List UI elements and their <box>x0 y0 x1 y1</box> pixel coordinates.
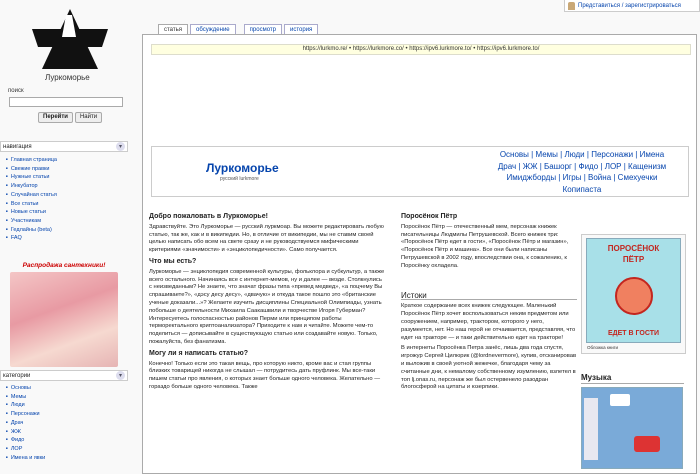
tab-history[interactable]: история <box>284 24 318 35</box>
chevron-down-icon[interactable]: ▾ <box>116 371 125 380</box>
featured-text: Поросёнок Пётр — отечественный мем, персонаж книжек писательницы Людмилы Петрушевской. Всего книжек три: «Поросёнок Пётр едет в гости», «Поросёнок Пётр и магазин», «Поросёнок Пётр и машина». Все они были написаны Петрушевской в 2002 году, впоследствии она, к сожалению, к Поросёнку охладела. <box>401 223 569 269</box>
topic-link[interactable]: Имена <box>639 150 665 159</box>
search-input[interactable] <box>9 97 123 107</box>
nav-item[interactable]: ■ Главная страница <box>6 156 57 165</box>
category-item[interactable]: ■ Мемы <box>6 393 45 402</box>
cover-caption: Обложка книги <box>587 345 618 350</box>
cover-title-1: ПОРОСЁНОК <box>607 244 660 253</box>
history-paragraph: Краткое содержание всех книжек следующее. Маленький Поросёнок Пётр хочет воспользоваться неким предметом или сооружением, например, трактором, которого у него, разумеется, нет. Но наш герой не отчаивается, представляя, что едет на тракторе — и таки действительно едет на тракторе! <box>401 303 576 341</box>
topic-link[interactable]: Драч <box>497 161 517 171</box>
nav-item[interactable]: ■ Все статьи <box>6 200 57 209</box>
categories-list <box>6 384 45 462</box>
search-label: поиск <box>8 88 24 94</box>
topic-link[interactable]: Люди <box>564 150 585 159</box>
topic-link[interactable]: Мемы <box>535 150 558 159</box>
search-box <box>6 88 126 123</box>
category-item[interactable]: ■ ЖЖ <box>6 428 45 437</box>
welcome-paragraph: Конечно! Только если это такая вещь, про которую никто, кроме вас и стая группы близких товарищей никогда не слышал — потрудитесь дать пруфлинк. Мы все-таки пишем статьи про явления, о которых знает больше одного человека. Желательно — гораздо больше одного человека. Также <box>149 360 381 390</box>
book-cover[interactable] <box>586 238 681 343</box>
music-title: Музыка <box>581 373 684 384</box>
login-link[interactable]: Представиться / зарегистрироваться <box>578 2 681 9</box>
category-item[interactable]: ■ Драч <box>6 419 45 428</box>
category-item[interactable]: ■ Люди <box>6 401 45 410</box>
topic-link[interactable]: ЛОР <box>604 161 622 171</box>
category-item[interactable]: ■ Основы <box>6 384 45 393</box>
tractor-illustration <box>634 436 660 452</box>
category-item[interactable]: ■ ЛОР <box>6 445 45 454</box>
tab-discussion[interactable]: обсуждение <box>190 24 236 35</box>
tab-article[interactable]: статья <box>158 24 188 35</box>
navigation-list <box>6 156 57 243</box>
topic-link[interactable]: Персонажи <box>591 150 634 159</box>
welcome-paragraph: Луркоморье — энциклопедия современной культуры, фольклора и субкультур, а также всего остального. Начинаясь все с интернет-мемов, ну и далее — везде. Столкнулись с неизведанным? Не знаете, что значат фразы типа «превед медвед», «а поцчему Вы спрашиваете?», «дэсу десу десу», «двачую» и откуда такое пошло это «британские ученые доказали...»? Желаете изучить дисциплины Специальной Олимпиады, узнать побольше о деятельности Михаила Саакашвили и творчестве Игоря Губерман? Интересуетесь голоспасностью районов Перми или принципом работы терморектального криптоанализатора? Приходите к нам и читайте. Можете чем-то поделиться — дописывайте в существующую статью или создавайте новую. Только, пожалуйста, без фанатизма. <box>149 268 385 345</box>
nav-item[interactable]: ■ FAQ <box>6 234 57 243</box>
player-control[interactable] <box>610 394 630 406</box>
category-item[interactable]: ■ Имена и явки <box>6 454 45 463</box>
topic-link[interactable]: Фидо <box>578 161 599 171</box>
topic-link[interactable]: Основы <box>499 150 529 159</box>
cover-title-3: ЕДЕТ В ГОСТИ <box>607 330 660 337</box>
categories-header[interactable] <box>0 370 128 381</box>
music-video-thumbnail[interactable] <box>581 387 683 469</box>
personal-tools[interactable] <box>564 0 700 12</box>
topic-link[interactable]: ЖЖ <box>522 161 538 171</box>
user-icon <box>568 2 575 10</box>
category-item[interactable]: ■ Персонажи <box>6 410 45 419</box>
topic-link[interactable]: Игры <box>562 173 582 182</box>
pig-illustration <box>615 277 653 315</box>
go-button[interactable]: Перейти <box>38 112 73 123</box>
content-area <box>142 34 697 474</box>
playlist-panel[interactable] <box>584 398 598 460</box>
history-title: Истоки <box>401 292 577 301</box>
topic-link[interactable]: Смехуечки <box>617 173 658 182</box>
site-logo-text: Луркоморье <box>45 73 90 82</box>
chevron-down-icon[interactable]: ▾ <box>116 142 125 151</box>
tab-view[interactable]: просмотр <box>244 24 282 35</box>
welcome-paragraph: Здравствуйте. Это Луркоморье — русский луркмоар. Вы можете редактировать любую статью, так же, как и в википедии. Но, в отличие от википедии, мы не ставим своей целью написать обо всем на свете сразу и не руководствуемся мифическими критериями «значимости» и «энциклопедичности». Само получается. <box>149 223 384 254</box>
book-cover-frame[interactable] <box>581 234 686 354</box>
portal-header <box>151 146 689 197</box>
featured-column <box>401 213 577 395</box>
portal-subtitle: русский lurkmore <box>220 176 259 182</box>
cover-title-2: ПЁТР <box>622 255 645 264</box>
nav-item[interactable]: ■ Участникам <box>6 217 57 226</box>
section-heading: Могу ли я написать статью? <box>149 349 248 357</box>
nav-item[interactable]: ■ Случайная статья <box>6 191 57 200</box>
topic-link[interactable]: Кащенизм <box>628 161 667 171</box>
nav-item[interactable]: ■ Новые статьи <box>6 208 57 217</box>
ad-banner[interactable] <box>8 262 120 370</box>
history-paragraph: В интернеты Поросёнка Петра занёс, лишь два года спустя, игрожур Сергей Цилюрик (@lordnevermore), купив, отсканировав и выложив в своей уютной жежечке, благодаря чему за считанные дни, к немалому собственному изумлению, взлетел в топ lj.onas.ru, персонаж же был остервенело разодран блогосферой на цитаты и юзерпики. <box>401 345 577 391</box>
mirrors-banner[interactable]: https://lurkmo.re/ • https://lurkmore.co/ • https://ipv6.lurkmore.to/ • https://ipv6.lurkmore.to/ <box>151 44 691 55</box>
welcome-column <box>149 213 385 395</box>
nav-item[interactable]: ■ Инкубатор <box>6 182 57 191</box>
find-button[interactable]: Найти <box>75 112 102 123</box>
navigation-header[interactable] <box>0 141 128 152</box>
navigation-title: навигация <box>3 143 32 150</box>
welcome-title: Добро пожаловать в Луркоморье! <box>149 213 268 220</box>
portal-title[interactable]: Луркоморье <box>206 161 279 175</box>
featured-title[interactable]: Поросёнок Пётр <box>401 213 458 220</box>
nav-item[interactable]: ■ Нужные статьи <box>6 173 57 182</box>
ad-image[interactable] <box>10 272 118 367</box>
topic-link[interactable]: Война <box>588 173 612 182</box>
topic-link[interactable]: Копипаста <box>562 184 602 194</box>
music-section <box>581 373 684 469</box>
topic-links: Основы | Мемы | Люди | Персонажи | Имена Драч | ЖЖ | Башорг | Фидо | ЛОР | Кащенизм Имиджборды | Игры | Война | Смехуечки Копипаста <box>497 150 667 194</box>
nav-item[interactable]: ■ Гедлайны (beta) <box>6 226 57 235</box>
topic-link[interactable]: Башорг <box>544 161 572 171</box>
nav-item[interactable]: ■ Свежие правки <box>6 165 57 174</box>
ad-title: Распродажа сантехники! <box>22 262 106 269</box>
categories-title: категории <box>3 372 31 379</box>
topic-link[interactable]: Имиджборды <box>506 173 557 182</box>
category-item[interactable]: ■ Фидо <box>6 436 45 445</box>
section-heading: Что мы есть? <box>149 257 197 265</box>
